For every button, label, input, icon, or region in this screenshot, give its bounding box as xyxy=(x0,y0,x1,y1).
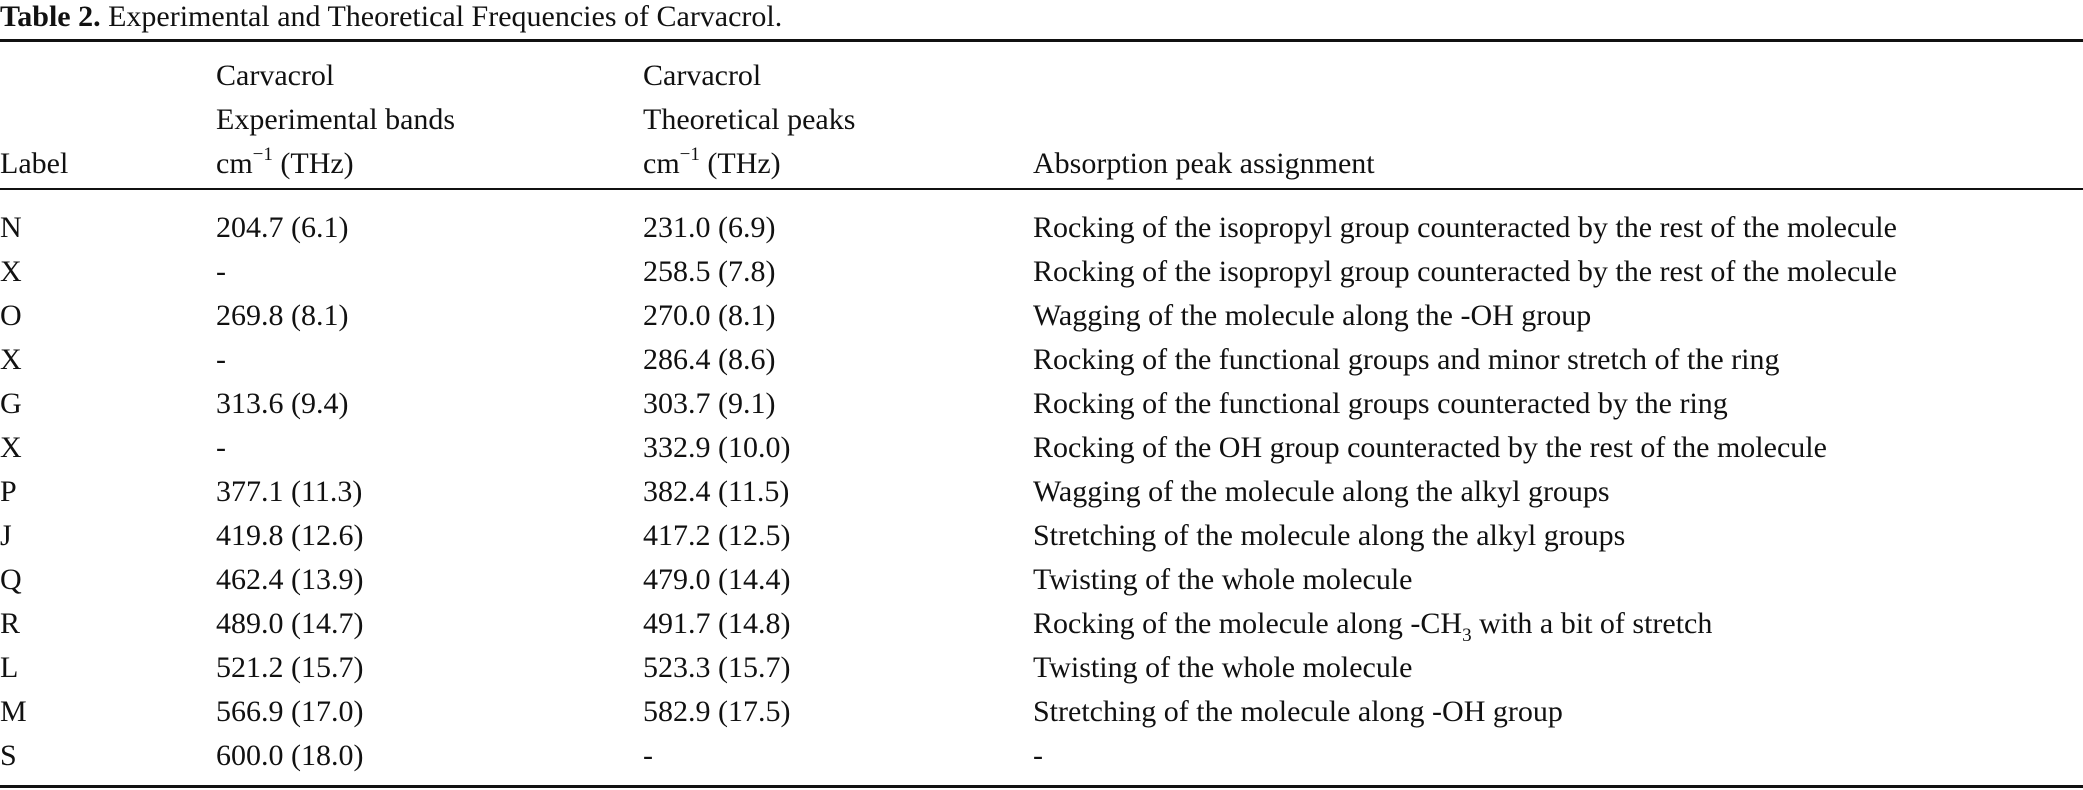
cell-experimental: 462.4 (13.9) xyxy=(216,563,364,596)
table-row xyxy=(0,646,2083,690)
table-row xyxy=(0,690,2083,734)
cell-experimental: 600.0 (18.0) xyxy=(216,739,364,772)
cell-assignment: Stretching of the molecule along -OH group xyxy=(1033,695,1563,728)
cell-assignment-post: with a bit of stretch xyxy=(1471,607,1713,640)
cell-experimental: 566.9 (17.0) xyxy=(216,695,364,728)
caption-label: Table 2. xyxy=(0,0,101,33)
cell-assignment: Rocking of the functional groups and minor stretch of the ring xyxy=(1033,343,1780,376)
cell-label: L xyxy=(0,651,19,684)
cell-theoretical: 303.7 (9.1) xyxy=(643,387,776,420)
cell-theoretical: 332.9 (10.0) xyxy=(643,431,791,464)
cell-assignment: Twisting of the whole molecule xyxy=(1033,651,1413,684)
cell-theoretical: 258.5 (7.8) xyxy=(643,255,776,288)
cell-theoretical: 491.7 (14.8) xyxy=(643,607,791,640)
cell-label: X xyxy=(0,431,22,464)
header-exp-line2: Experimental bands xyxy=(216,103,456,136)
cell-label: J xyxy=(0,519,12,552)
cell-theoretical: 417.2 (12.5) xyxy=(643,519,791,552)
cell-label: O xyxy=(0,299,22,332)
cell-assignment: Wagging of the molecule along the alkyl groups xyxy=(1033,475,1610,508)
cell-label: P xyxy=(0,475,17,508)
header-label: Label xyxy=(0,147,69,180)
cell-label: R xyxy=(0,607,21,640)
cell-theoretical: 270.0 (8.1) xyxy=(643,299,776,332)
cell-assignment: Wagging of the molecule along the -OH group xyxy=(1033,299,1592,332)
cell-assignment: Rocking of the OH group counteracted by the rest of the molecule xyxy=(1033,431,1827,464)
table-caption xyxy=(0,0,782,34)
top-rule xyxy=(0,39,2083,42)
header-theo-line1: Carvacrol xyxy=(643,59,762,92)
header-theo-unit-thz: (THz) xyxy=(707,147,781,180)
table-row xyxy=(0,470,2083,514)
cell-assignment: Rocking of the isopropyl group counteracted by the rest of the molecule xyxy=(1033,255,1897,288)
table-row xyxy=(0,734,2083,778)
header-theo-unit-exponent: −1 xyxy=(679,144,700,165)
header-exp-unit-cm: cm xyxy=(216,147,253,180)
table-row xyxy=(0,514,2083,558)
cell-experimental: 489.0 (14.7) xyxy=(216,607,364,640)
header-theo-unit xyxy=(643,142,781,190)
table-row xyxy=(0,338,2083,382)
header-theo-unit-cm: cm xyxy=(643,147,680,180)
cell-theoretical: - xyxy=(643,739,653,772)
header-rule xyxy=(0,188,2083,190)
header-exp-unit xyxy=(216,142,354,190)
cell-assignment: - xyxy=(1033,739,1043,772)
cell-assignment-pre: Rocking of the molecule along -CH xyxy=(1033,607,1463,640)
bottom-rule xyxy=(0,785,2083,788)
cell-experimental: 419.8 (12.6) xyxy=(216,519,364,552)
cell-label: X xyxy=(0,255,22,288)
cell-theoretical: 523.3 (15.7) xyxy=(643,651,791,684)
table-row xyxy=(0,426,2083,470)
cell-experimental: - xyxy=(216,255,226,288)
table-row xyxy=(0,382,2083,426)
cell-assignment xyxy=(1033,602,1712,650)
cell-label: G xyxy=(0,387,22,420)
cell-assignment: Rocking of the functional groups counteracted by the ring xyxy=(1033,387,1728,420)
table-row xyxy=(0,250,2083,294)
cell-assignment: Rocking of the isopropyl group counteracted by the rest of the molecule xyxy=(1033,211,1897,244)
table-row xyxy=(0,602,2083,646)
header-exp-line1: Carvacrol xyxy=(216,59,335,92)
cell-theoretical: 382.4 (11.5) xyxy=(643,475,790,508)
header-exp-unit-exponent: −1 xyxy=(252,144,273,165)
cell-experimental: 521.2 (15.7) xyxy=(216,651,364,684)
caption-text: Experimental and Theoretical Frequencies of Carvacrol. xyxy=(108,0,783,33)
header-assignment: Absorption peak assignment xyxy=(1033,147,1375,180)
header-theo-line2: Theoretical peaks xyxy=(643,103,856,136)
table-row xyxy=(0,558,2083,602)
cell-theoretical: 582.9 (17.5) xyxy=(643,695,791,728)
table-row xyxy=(0,294,2083,338)
cell-label: S xyxy=(0,739,17,772)
cell-label: X xyxy=(0,343,22,376)
cell-experimental: 269.8 (8.1) xyxy=(216,299,349,332)
cell-label: Q xyxy=(0,563,22,596)
cell-experimental: 204.7 (6.1) xyxy=(216,211,349,244)
cell-theoretical: 231.0 (6.9) xyxy=(643,211,776,244)
table-row xyxy=(0,206,2083,250)
cell-assignment: Stretching of the molecule along the alkyl groups xyxy=(1033,519,1626,552)
cell-assignment-subscript: 3 xyxy=(1462,625,1472,646)
cell-experimental: - xyxy=(216,343,226,376)
cell-label: N xyxy=(0,211,22,244)
cell-theoretical: 479.0 (14.4) xyxy=(643,563,791,596)
cell-label: M xyxy=(0,695,27,728)
header-exp-unit-thz: (THz) xyxy=(280,147,354,180)
cell-assignment: Twisting of the whole molecule xyxy=(1033,563,1413,596)
cell-experimental: - xyxy=(216,431,226,464)
cell-theoretical: 286.4 (8.6) xyxy=(643,343,776,376)
cell-experimental: 377.1 (11.3) xyxy=(216,475,363,508)
cell-experimental: 313.6 (9.4) xyxy=(216,387,349,420)
